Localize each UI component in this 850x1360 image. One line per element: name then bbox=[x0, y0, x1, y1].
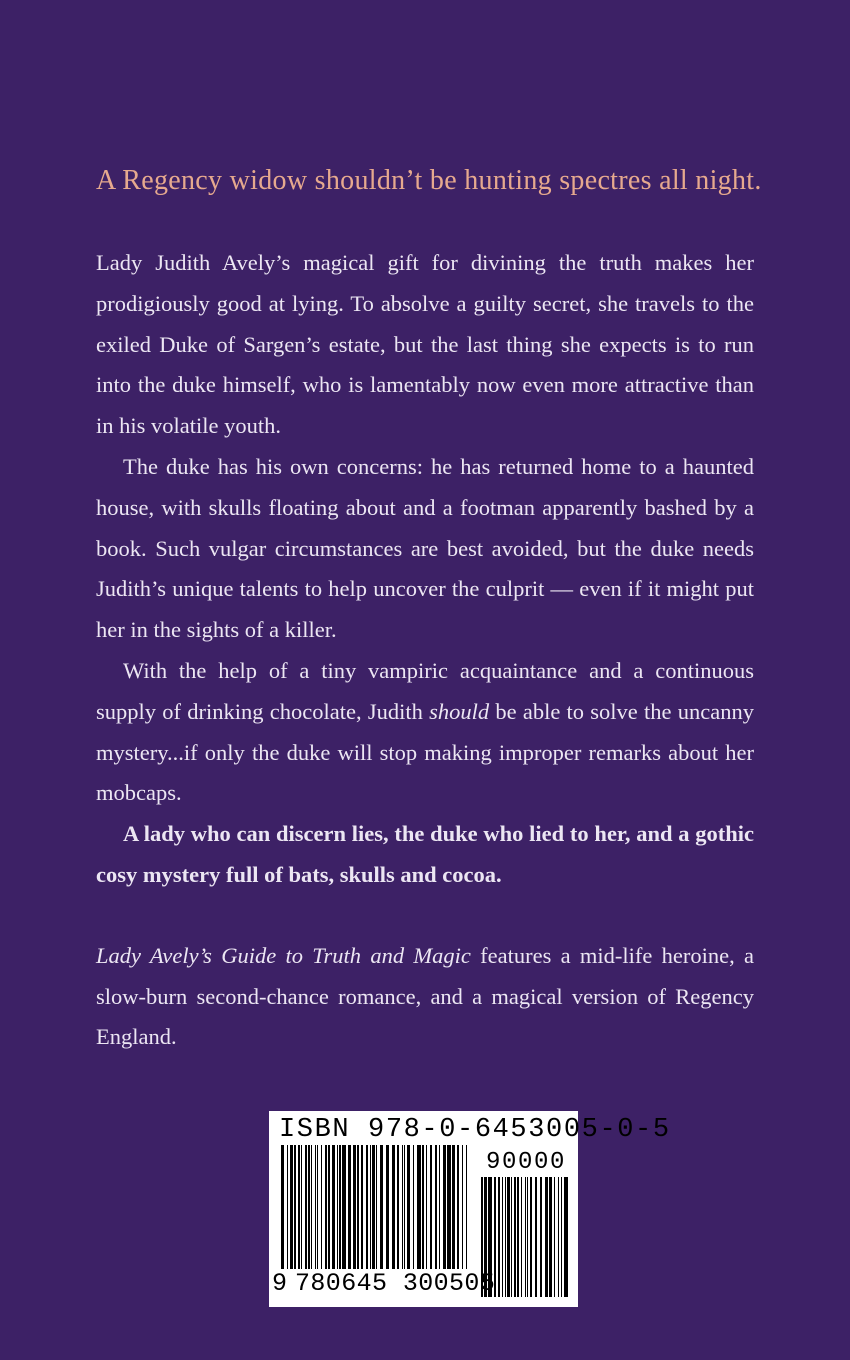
blurb-paragraph-3 bbox=[96, 651, 754, 814]
barcode-bar bbox=[422, 1145, 424, 1269]
barcode-digit-lead: 9 bbox=[272, 1269, 288, 1298]
addon-bar bbox=[554, 1177, 555, 1297]
barcode-bar bbox=[392, 1145, 395, 1269]
closing-text: features a mid-life heroine, a slow-burn second-chance romance, and a magical version of Regency England. bbox=[96, 942, 754, 1050]
barcode-bar bbox=[430, 1145, 432, 1269]
barcode-bar bbox=[281, 1145, 284, 1269]
addon-bar bbox=[527, 1177, 528, 1297]
barcode-bar bbox=[332, 1145, 335, 1269]
isbn-barcode bbox=[269, 1111, 671, 1307]
addon-bar bbox=[561, 1177, 562, 1297]
barcode-bar bbox=[404, 1145, 405, 1269]
isbn-label: ISBN 978-0-6453005-0-5 bbox=[279, 1115, 671, 1145]
barcode-bar bbox=[301, 1145, 302, 1269]
barcode-bar bbox=[380, 1145, 383, 1269]
blurb bbox=[96, 243, 754, 1058]
addon-bar bbox=[505, 1177, 506, 1297]
para3-after: be able to solve the uncanny mystery...if only the duke will stop making improper remarks about her mobcaps. bbox=[96, 698, 755, 806]
addon-bar bbox=[521, 1177, 522, 1297]
addon-bar bbox=[502, 1177, 503, 1297]
barcode-bar bbox=[287, 1145, 288, 1269]
barcode-bar bbox=[317, 1145, 318, 1269]
barcode-bar bbox=[337, 1145, 338, 1269]
tagline: A Regency widow shouldn’t be hunting spectres all night. bbox=[96, 165, 762, 196]
addon-bar bbox=[525, 1177, 526, 1297]
barcode-bar bbox=[315, 1145, 316, 1269]
barcode-bar bbox=[443, 1145, 446, 1269]
barcode-bar bbox=[466, 1145, 467, 1269]
barcode-bar bbox=[328, 1145, 330, 1269]
barcode-bar bbox=[342, 1145, 346, 1269]
barcode-bar bbox=[308, 1145, 310, 1269]
closing-paragraph bbox=[96, 936, 754, 1058]
addon-bar bbox=[514, 1177, 516, 1297]
barcode-bar bbox=[457, 1145, 459, 1269]
para3-emphasis: should bbox=[429, 698, 490, 724]
blurb-paragraph-1: Lady Judith Avely’s magical gift for divining the truth makes her prodigiously good at lying. To absolve a guilty secret, she travels to the exiled Duke of Sargen’s estate, but the last thing she expects is to run into the duke himself, who is lamentably now even more attractive than in his volatile youth. bbox=[96, 250, 754, 439]
barcode-bar bbox=[447, 1145, 451, 1269]
barcode-bar bbox=[311, 1145, 312, 1269]
barcode-bar bbox=[452, 1145, 455, 1269]
addon-bar bbox=[530, 1177, 532, 1297]
blurb-paragraph-2: The duke has his own concerns: he has returned home to a haunted house, with skulls floating about and a footman apparently bashed by a book. Such vulgar circumstances are best avoided, but the duke needs Judith’s unique talents to help uncover the culprit — even if it might put her in the sights of a killer. bbox=[96, 453, 754, 643]
barcode-bar bbox=[357, 1145, 359, 1269]
barcode-bar bbox=[348, 1145, 351, 1269]
hook-paragraph: A lady who can discern lies, the duke who lied to her, and a gothic cosy mystery full of bats, skulls and cocoa. bbox=[96, 821, 754, 887]
addon-bar bbox=[511, 1177, 512, 1297]
barcode-bar bbox=[439, 1145, 440, 1269]
barcode-bar bbox=[305, 1145, 307, 1269]
barcode-bar bbox=[370, 1145, 371, 1269]
barcode-bar bbox=[321, 1145, 322, 1269]
addon-bar bbox=[545, 1177, 548, 1297]
addon-bar bbox=[507, 1177, 510, 1297]
barcode-bar bbox=[413, 1145, 414, 1269]
barcode-bar bbox=[462, 1145, 463, 1269]
barcode-bar bbox=[353, 1145, 356, 1269]
barcode-bar bbox=[339, 1145, 341, 1269]
barcode-bar bbox=[366, 1145, 368, 1269]
addon-bar bbox=[517, 1177, 519, 1297]
book-title: Lady Avely’s Guide to Truth and Magic bbox=[96, 942, 471, 968]
addon-bar bbox=[564, 1177, 568, 1297]
barcode-bar bbox=[361, 1145, 363, 1269]
barcode-bar bbox=[294, 1145, 296, 1269]
barcode-bar bbox=[325, 1145, 327, 1269]
barcode-bar bbox=[435, 1145, 437, 1269]
barcode-bar bbox=[298, 1145, 300, 1269]
barcode-bar bbox=[417, 1145, 421, 1269]
barcode-bar bbox=[290, 1145, 293, 1269]
addon-bar bbox=[540, 1177, 542, 1297]
barcode-bar bbox=[372, 1145, 375, 1269]
barcode-bar bbox=[426, 1145, 427, 1269]
barcode-bar bbox=[386, 1145, 389, 1269]
price-code: 90000 bbox=[485, 1149, 566, 1176]
para3-before: With the help of a tiny vampiric acquaintance and a continuous supply of drinking chocolate, Judith bbox=[96, 657, 754, 724]
addon-bar bbox=[558, 1177, 559, 1297]
barcode-bar bbox=[402, 1145, 403, 1269]
barcode-bar bbox=[376, 1145, 377, 1269]
addon-bar bbox=[549, 1177, 552, 1297]
barcode-digits-rest: 780645 300505 bbox=[295, 1269, 496, 1298]
barcode-bar bbox=[397, 1145, 399, 1269]
addon-bar bbox=[535, 1177, 537, 1297]
addon-bar bbox=[498, 1177, 500, 1297]
barcode-bar bbox=[407, 1145, 410, 1269]
